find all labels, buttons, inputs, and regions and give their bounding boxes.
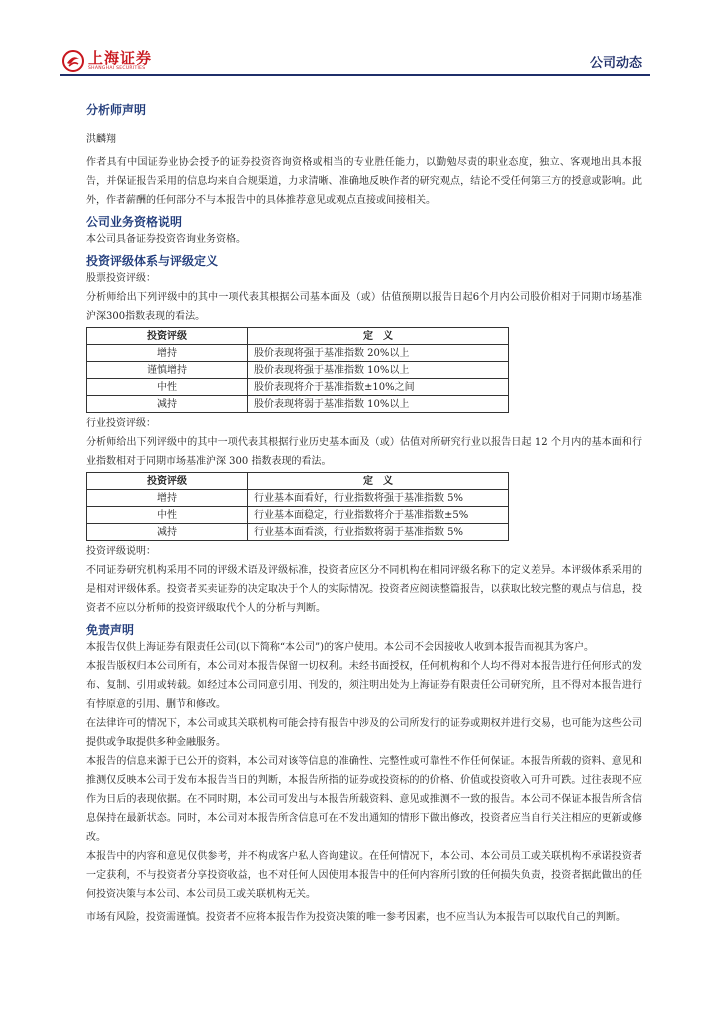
risk-warning: 市场有风险，投资需谨慎。投资者不应将本报告作为投资决策的唯一参考因素，也不应当认为本报告可以取代自己的判断。: [86, 912, 626, 923]
table-header-row: [87, 473, 509, 490]
industry-rating-description: 分析师给出下列评级中的其中一项代表其根据行业历史基本面及（或）估值对所研究行业以报告日起 12 个月内的基本面和行业指数相对于同期市场基准沪深 300 指数表现的看法。: [86, 437, 642, 467]
rating-note-text: 不同证券研究机构采用不同的评级术语及评级标准，投资者应区分不同机构在相同评级名称下的定义差异。本评级体系采用的是相对评级体系。投资者买卖证券的决定取决于个人的实际情况。投资者应阅读整篇报告，以获取比较完整的观点与信息，投资者不应以分析师的投资评级取代个人的分析与判断。: [86, 565, 642, 614]
table-row: [87, 396, 509, 413]
table-cell: 行业基本面看好，行业指数将强于基准指数 5%: [248, 490, 509, 507]
disclaimer-paragraph: 在法律许可的情况下，本公司或其关联机构可能会持有报告中涉及的公司所发行的证券或期权并进行交易，也可能为这些公司提供或争取提供多种金融服务。: [86, 718, 642, 748]
logo-english-name: SHANGHAI SECURITIES: [88, 66, 146, 71]
page-header: [60, 44, 650, 78]
disclaimer-paragraph: 本报告中的内容和意见仅供参考，并不构成客户私人咨询建议。在任何情况下，本公司、本公司员工或关联机构不承诺投资者一定获利，不与投资者分享投资收益，也不对任何人因使用本报告中的任何内容所引致的任何损失负责，投资者据此做出的任何投资决策与本公司、本公司员工或关联机构无关。: [86, 851, 642, 900]
table-cell: 股价表现将强于基准指数 20%以上: [248, 345, 509, 362]
table-header-cell: 定 义: [248, 328, 509, 345]
stock-rating-description: 分析师给出下列评级中的其中一项代表其根据公司基本面及（或）估值预期以报告日起6个月内公司股价相对于同期市场基准沪深300指数表现的看法。: [86, 292, 642, 322]
qualification-text: 本公司具备证券投资咨询业务资格。: [86, 234, 246, 245]
industry-rating-table: [86, 472, 509, 541]
logo-chinese-name: 上海证券: [88, 49, 153, 67]
table-cell: 中性: [87, 507, 248, 524]
table-cell: 行业基本面稳定，行业指数将介于基准指数±5%: [248, 507, 509, 524]
table-cell: 股价表现将介于基准指数±10%之间: [248, 379, 509, 396]
disclaimer-paragraph: 本报告版权归本公司所有，本公司对本报告保留一切权利。未经书面授权，任何机构和个人均不得对本报告进行任何形式的发布、复制、引用或转载。如经过本公司同意引用、刊发的，须注明出处为上海证券有限责任公司研究所，且不得对本报告进行有悖原意的引用、删节和修改。: [86, 661, 642, 710]
table-header-cell: 投资评级: [87, 328, 248, 345]
company-logo: [62, 50, 152, 72]
table-header-cell: 定 义: [248, 473, 509, 490]
table-cell: 行业基本面看淡，行业指数将弱于基准指数 5%: [248, 524, 509, 541]
rating-note-label: 投资评级说明：: [86, 546, 156, 557]
industry-rating-label: 行业投资评级：: [86, 418, 156, 429]
table-cell: 股价表现将弱于基准指数 10%以上: [248, 396, 509, 413]
table-header-cell: 投资评级: [87, 473, 248, 490]
table-row: [87, 490, 509, 507]
header-divider: [60, 74, 650, 76]
table-cell: 增持: [87, 490, 248, 507]
analyst-statement-text: 作者具有中国证券业协会授予的证券投资咨询资格或相当的专业胜任能力，以勤勉尽责的职业态度，独立、客观地出具本报告，并保证报告采用的信息均来自合规渠道，力求清晰、准确地反映作者的研究观点，结论不受任何第三方的授意或影响。此外，作者薪酬的任何部分不与本报告中的具体推荐意见或观点直接或间接相关。: [86, 157, 642, 206]
disclaimer-heading: 免责声明: [86, 623, 135, 637]
table-cell: 股价表现将强于基准指数 10%以上: [248, 362, 509, 379]
analyst-name: 洪麟翔: [86, 134, 116, 145]
stock-rating-table: [86, 327, 509, 413]
disclaimer-paragraph: 本报告的信息来源于已公开的资料，本公司对该等信息的准确性、完整性或可靠性不作任何保证。本报告所载的资料、意见和推测仅反映本公司于发布本报告当日的判断，本报告所指的证券或投资标的的价格、价值或投资收入可升可跌。过往表现不应作为日后的表现依据。在不同时期，本公司可发出与本报告所载资料、意见或推测不一致的报告。本公司不保证本报告所含信息保持在最新状态。同时，本公司对本报告所含信息可在不发出通知的情形下做出修改，投资者应当自行关注相应的更新或修改。: [86, 756, 642, 843]
report-type-title: 公司动态: [589, 56, 642, 71]
table-row: [87, 362, 509, 379]
table-cell: 减持: [87, 396, 248, 413]
table-cell: 减持: [87, 524, 248, 541]
table-row: [87, 379, 509, 396]
table-cell: 谨慎增持: [87, 362, 248, 379]
rating-system-heading: 投资评级体系与评级定义: [86, 254, 219, 268]
disclaimer-paragraph: 本报告仅供上海证券有限责任公司(以下简称“本公司”)的客户使用。本公司不会因接收人收到本报告而视其为客户。: [86, 642, 595, 653]
analyst-statement-heading: 分析师声明: [86, 103, 147, 117]
table-cell: 增持: [87, 345, 248, 362]
table-row: [87, 524, 509, 541]
table-row: [87, 507, 509, 524]
logo-emblem-icon: [62, 50, 84, 72]
table-header-row: [87, 328, 509, 345]
page-content: [86, 102, 642, 927]
table-row: [87, 345, 509, 362]
stock-rating-label: 股票投资评级：: [86, 273, 156, 284]
table-cell: 中性: [87, 379, 248, 396]
qualification-heading: 公司业务资格说明: [86, 215, 183, 229]
